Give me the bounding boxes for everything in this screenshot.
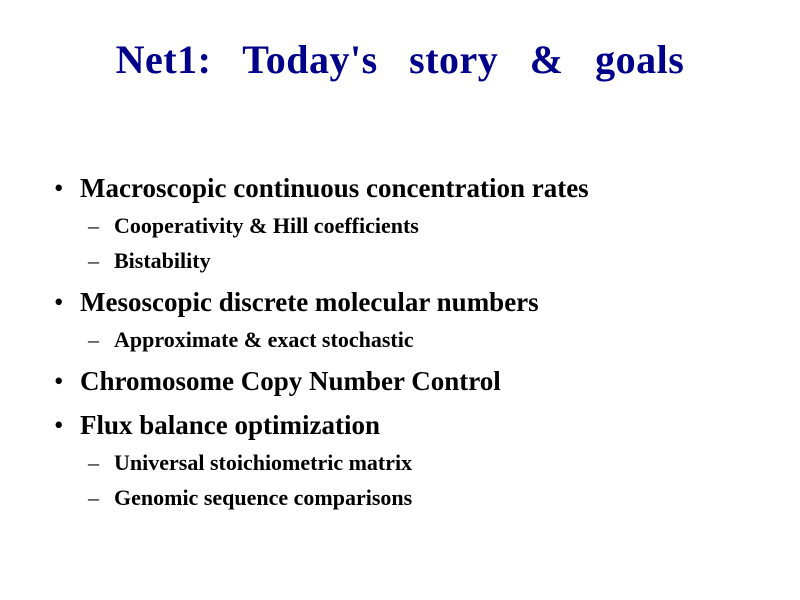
sub-bullet-item xyxy=(48,448,768,478)
bullet-marker: • xyxy=(54,287,64,317)
bullet-text: Mesoscopic discrete molecular numbers xyxy=(80,287,539,317)
sub-bullet-item xyxy=(48,246,768,276)
sub-bullet-text: Approximate & exact stochastic xyxy=(114,327,414,352)
sub-bullet-text: Bistability xyxy=(114,248,211,273)
bullet-text: Chromosome Copy Number Control xyxy=(80,366,501,396)
bullet-item xyxy=(48,363,768,399)
sub-bullet-text: Genomic sequence comparisons xyxy=(114,485,413,510)
dash-marker: – xyxy=(88,248,99,273)
bullet-list xyxy=(48,170,768,513)
bullet-item xyxy=(48,407,768,443)
sub-bullet-text: Universal stoichiometric matrix xyxy=(114,450,413,475)
slide-title: Net1: Today's story & goals xyxy=(115,37,685,82)
dash-marker: – xyxy=(88,213,99,238)
bullet-marker: • xyxy=(54,410,64,440)
bullet-text: Macroscopic continuous concentration rates xyxy=(80,173,589,203)
sub-bullet-item xyxy=(48,483,768,513)
bullet-item xyxy=(48,170,768,206)
bullet-item xyxy=(48,284,768,320)
sub-bullet-item xyxy=(48,325,768,355)
sub-bullet-text: Cooperativity & Hill coefficients xyxy=(114,213,419,238)
dash-marker: – xyxy=(88,450,99,475)
bullet-text: Flux balance optimization xyxy=(80,410,381,440)
dash-marker: – xyxy=(88,485,99,510)
bullet-marker: • xyxy=(54,173,64,203)
dash-marker: – xyxy=(88,327,99,352)
sub-bullet-item xyxy=(48,211,768,241)
bullet-marker: • xyxy=(54,366,64,396)
